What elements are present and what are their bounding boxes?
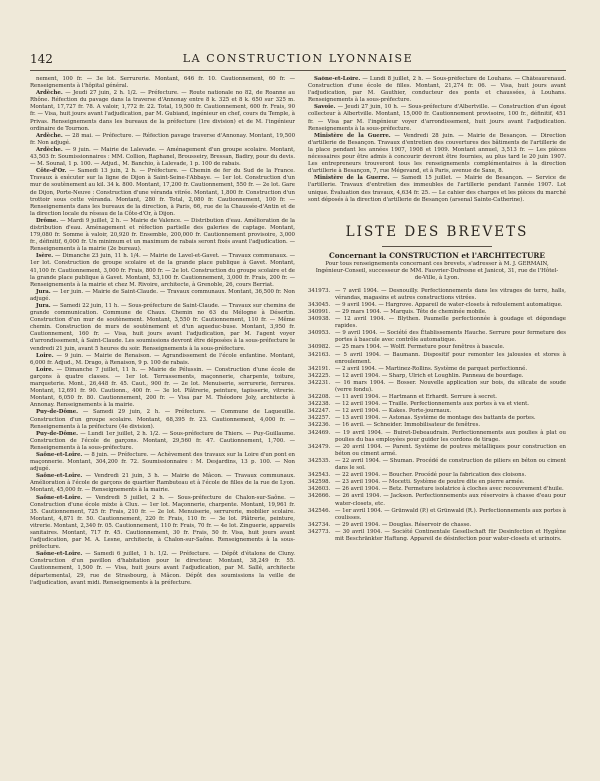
brevet-entry xyxy=(308,380,566,394)
brevet-text: — 19 avril 1904. — Buiret-Debeaudrain. Perfectionnements aux poulies à plat ou poulies du bas employées pour guider les cordons de tirage. xyxy=(335,429,566,443)
brevet-number: 342247. xyxy=(308,408,331,415)
brevet-number: 340991. xyxy=(308,308,331,315)
brevets-title-rule xyxy=(382,246,492,247)
header-rule xyxy=(30,70,566,71)
notice-text: — Samedi 15 juillet. — Mairie de Besançon. — Service de l'artillerie. Travaux d'entretien des immeubles de l'artillerie pendant l'année 1907. Lot unique. Évaluation des travaux, 4,634 fr. 25. — Le cahier des charges et les pièces du marché sont déposés à la direction d'artillerie de Besançon (arsenal Sainte-Catherine). xyxy=(308,175,566,203)
brevet-entry xyxy=(308,458,566,472)
brevet-entry xyxy=(308,493,566,507)
notice-place: Saône-et-Loire. xyxy=(36,451,83,458)
notice-place: Saône-et-Loire. xyxy=(36,551,83,558)
brevet-entry xyxy=(308,373,566,380)
notice-paragraph xyxy=(30,452,295,473)
brevets-note: Pour tous renseignements concernant ces brevets, s'adresser à M. J. GERMAIN, Ingénieur-Conseil, successeur de MM. Fauvrier-Dufresne et Janicot, 31, rue de l'Hôtel-de-Ville, à Lyon. xyxy=(315,260,559,281)
brevet-entry xyxy=(308,316,566,330)
notice-paragraph xyxy=(308,133,566,176)
notice-place: Saône-et-Loire. xyxy=(314,76,361,82)
page-number: 142 xyxy=(30,52,53,66)
brevet-entry xyxy=(308,288,566,302)
brevet-text: — 23 avril 1904. — Mocetti. Système de poutre dite en pierre armée. xyxy=(335,479,525,486)
brevet-number: 342231. xyxy=(308,379,331,386)
notice-text: — Jeudi 27 juin, 2 h. 1/2. — Préfecture. — Route nationale no 82, de Roanne au Rhône. Réfection du pavage dans la traverse d'Annonay entre 8 k. 325 et 8 k. 650 sur 325 m. Montant, 17,727 fr. 78. A valoir, 1,772 fr. 22. Total, 19,500 fr. Cautionnement, 600 fr. Frais, 90 fr. — Visa, huit jours avant l'adjudication, par M. Gubiand, ingénieur en chef, cours du Temple, à Privas. Renseignements dans les bureaux de la préfecture (1re division) et de M. l'ingénieur ordinaire de Tournon. xyxy=(30,90,295,132)
brevet-text: — 22 avril 1904. — Boucher. Procédé pour la fabrication des cloisons. xyxy=(335,472,527,479)
brevet-entry xyxy=(308,529,566,543)
notice-text: — Lundi 8 juillet, 2 h. — Sous-préfecture de Louhans. — Châteaurenaud. Construction d'une école de filles. Montant, 21,274 fr. 06. — Visa, huit jours avant l'adjudication, par M. Gauthier, conducteur des ponts et chaussées, à Louhans. Renseignements à la sous-préfecture. xyxy=(308,76,566,104)
notice-text: — Vendredi 28 juin. — Mairie de Besançon. — Direction d'artillerie de Besançon. Travaux d'entretien des couvertures des bâtiments de l'artillerie de la place pendant les années 1907, 1908 et 1909. Montant annuel, 3,513 fr. — Les pièces nécessaires pour être admis à concourir devront être fournies, au plus tard le 20 juin 1907. Les entrepreneurs trouveront tous les renseignements complémentaires à la direction d'artillerie à Besançon, 7, rue Mégevand, et à Paris, avenue de Saxe, 8. xyxy=(308,132,566,175)
brevet-number: 340938. xyxy=(308,316,331,323)
notice-text: — 9 juin. — Mairie de Lalevade. — Aménagement d'un groupe scolaire. Montant, 43,503 fr. Soumissionnaires : MM. Collion, Raphanel, Brousseiry, Bressan, Badiry, pour du devis. — M. Sounal, 1 p. 100. — Adjud., M. Banchio, à Lalevade, 1 p. 100 de rabais. xyxy=(30,146,295,168)
notice-text: — Mardi 9 juillet, 2 h. — Mairie de Valence. — Distribution d'eau. Amélioration de la distribution d'eau. Aménagement et réfection partielle des galeries de captage. Montant, 179,080 fr. Somme à valoir, 20,920 fr. Ensemble, 200,000 fr. Cautionnement provisoire, 3,000 fr., définitif, 6,000 fr. Un minimum et un maximum de rabais seront fixés avant l'adjudication. — Renseignements à la mairie (2e bureau). xyxy=(30,217,295,253)
brevet-entry xyxy=(308,352,566,366)
brevet-number: 342603. xyxy=(308,486,331,493)
left-column xyxy=(30,76,295,766)
brevet-number: 342191. xyxy=(308,365,331,372)
notice-paragraph xyxy=(30,303,295,353)
notice-paragraph xyxy=(30,76,295,90)
brevet-entry xyxy=(308,302,566,309)
brevet-number: 342163. xyxy=(308,351,331,358)
brevet-number: 342546. xyxy=(308,507,331,514)
notice-paragraph xyxy=(30,133,295,147)
brevet-text: — 16 mars 1904. — Bosser. Nouvelle application sur bois, du silicate de soude (verre fondu). xyxy=(335,379,566,393)
notice-place: Saône-et-Loire. xyxy=(36,494,83,501)
brevet-text: — 9 avril 1904. — Société des Établissements Hauche. Serrure pour fermeture des portes à bascule avec contrôle automatique. xyxy=(335,330,566,344)
notice-place: Loire. xyxy=(36,366,54,373)
brevet-text: — 11 avril 1904. — Hartmann et Erhardt. Serrure à secret. xyxy=(335,394,497,401)
brevet-number: 342236. xyxy=(308,422,331,429)
adjudication-notices xyxy=(308,76,566,204)
brevets-subtitle: Concernant la CONSTRUCTION et l'ARCHITECTURE xyxy=(329,250,545,260)
notice-paragraph xyxy=(308,104,566,132)
brevet-text: — 12 avril 1904. — Traille. Perfectionnements aux portes à va et vient. xyxy=(335,401,529,408)
brevet-text: — 12 avril 1904. — Sharp, Ulrich et Loughlin. Panneau de bourdage. xyxy=(335,372,524,379)
notice-place: Ardèche. xyxy=(36,146,63,153)
brevet-entry xyxy=(308,444,566,458)
notice-place: Ministère de la Guerre. xyxy=(314,175,390,182)
notice-text: — Dimanche 7 juillet, 11 h. — Mairie de Pélussin. — Construction d'une école de garçons à quatre classes. — 1er lot. Terrassements, maçonnerie, charpente, toiture, marqueterie. Mont., 26,448 fr. 45. Caut., 900 fr. — 2e lot. Menuiserie, serrurerie, ferrures. Montant, 12,691 fr. 90. Cautionn., 400 fr. — 3e lot. Plâtrerie, peinture, tapisserie, vitrerie. Montant, 6,050 fr. 80. Cautionnement, 200 fr. — Visa par M. Théodore Joly, architecte à Annonay. Renseignements à la mairie. xyxy=(30,366,295,409)
brevet-number: 342479. xyxy=(308,443,331,450)
brevet-entry xyxy=(308,309,566,316)
brevet-text: — 20 avril 1904. — Parent. Système de poutres métalliques pour construction en béton ou ciment armé. xyxy=(335,443,566,457)
brevet-text: — 22 avril 1904. — Shuman. Procédé de construction de piliers en béton ou ciment dans le sol. xyxy=(335,457,566,472)
notice-paragraph xyxy=(30,367,295,410)
notice-text: — Samedi 13 juin, 2 h. — Préfecture. — Chemin de fer du Sud de la France. Travaux à exécuter sur la ligne de Dijon à Saint-Seine-l'Abbaye. — 1er lot. Construction d'un mur de soutènement au kil. 34 k. 800. Montant, 17,200 fr. Cautionnement, 550 fr. — 2e lot. Gare de Dijon, Porte-Neuve : Construction d'une véranda vitrée. Montant, 1,800 fr. Construction d'un trottoir sous cette véranda. Montant, 280 fr. Total, 2,080 fr. Cautionnement, 100 fr. — Renseignements dans les bureaux de la direction, à Paris, 66, rue de la Chaussée-d'Antin et de la direction locale du réseau de la Côte-d'Or, à Dijon. xyxy=(30,168,295,217)
brevet-number: 342535. xyxy=(308,457,331,464)
brevet-number: 342543. xyxy=(308,472,331,479)
brevet-entry xyxy=(308,422,566,429)
notice-text: — Samedi 22 juin, 11 h. — Sous-préfecture de Saint-Claude. — Travaux sur chemins de grande communication. Commune de Chaux. Chemin no 63 du Mélogne à Désertin. Construction d'un mur de soutènement. Montant, 3,550 fr. Cautionnement, 110 fr. — Même chemin. Construction de murs de soutènement et d'un aqueduc-buse. Montant, 3,950 fr. Cautionnement, 160 fr. — Visa, huit jours avant l'adjudication, par M. l'agent voyer d'arrondissement, à Saint-Claude. Les soumissions devront être déposées à la sous-préfecture le vendredi 21 juin, avant 5 heures du soir. Renseignements à la sous-préfecture. xyxy=(30,303,295,352)
brevet-text: — 29 mars 1904. — Marquis. Tête de cheminée mobile. xyxy=(335,308,487,315)
brevet-entry xyxy=(308,508,566,522)
brevet-text: — 1er avril 1904. — Grünwald (P.) et Grünwald (R.). Perfectionnements aux portes à coulisses. xyxy=(335,507,566,521)
notice-text: — Vendredi 5 juillet, 2 h. — Sous-préfecture de Chalon-sur-Saône. — Construction d'une école mixte à Clux. — 1er lot. Maçonnerie, charpente. Montant, 19,961 fr. 35. Cautionnement, 725 fr. Frais, 210 fr. — 2e lot. Menuiserie, serrurerie, mobilier scolaire. Montant, 4,871 fr. 50. Cautionnement, 220 fr. Frais, 110 fr. — 3e lot. Plâtrerie, peinture, vitrerie. Montant, 2,340 fr. 05. Cautionnement, 110 fr. Frais, 70 fr. — 4e lot. Zinguerie, appareils sanitaires. Montant, 717 fr. 45. Cautionnement, 30 fr. Frais, 50 fr. Visa, huit jours avant l'adjudication, par M. A. Lesne, architecte, à Chalon-sur-Saône. Renseignements à la sous-préfecture. xyxy=(30,494,295,551)
running-header xyxy=(30,52,566,68)
notice-text: — Samedi 29 juin, 2 h. — Préfecture. — Commune de Laqueuille. Construction d'un groupe scolaire. Montant, 68,395 fr. 23. Cautionnement, 4,000 fr. — Renseignements à la préfecture (4e division). xyxy=(30,409,295,430)
notice-paragraph xyxy=(30,409,295,430)
brevets-list xyxy=(308,288,566,543)
notice-paragraph xyxy=(308,175,566,203)
brevet-text: — 26 avril 1904. — Betz. Fermeture isolatrice à cloches avec recouvrement d'huile. xyxy=(335,486,564,493)
notice-place: Savoie. xyxy=(314,104,336,111)
notice-paragraph xyxy=(30,473,295,494)
brevet-text: — 9 avril 1904. — Hargrove. Appareil de water-closets à refoulement automatique. xyxy=(335,301,563,308)
brevets-title: LISTE DES BREVETS xyxy=(345,223,529,240)
brevet-text: — 26 avril 1904. — Jackson. Perfectionnements aux réservoirs à chasse d'eau pour water-closets, etc. xyxy=(335,493,566,507)
brevet-text: — 5 avril 1904. — Baumann. Dispositif pour remonter les jalousies et stores à enroulement. xyxy=(335,351,566,365)
brevet-number: 341973. xyxy=(308,287,331,294)
notice-place: Loire. xyxy=(36,352,54,359)
notice-place: Puy-de-Dôme. xyxy=(36,409,79,416)
brevet-number: 340982. xyxy=(308,344,331,351)
notice-text: — 8 juin. — Préfecture. — Achèvement des travaux sur la Loire d'un pont en maçonnerie. Montant, 304,200 fr. 72. Soumissionnaire : M. Desjardins, 13 p. 100. — Non adjugé. xyxy=(30,451,295,473)
notice-place: Puy-de-Dôme. xyxy=(36,430,79,437)
brevet-number: 340953. xyxy=(308,330,331,337)
notice-text: — Dimanche 23 juin, 11 h. 1/4. — Mairie de Lavel-et-Gavet. — Travaux communaux. — 1er lot. Construction de groupe scolaire et de la grande place publique à Gavet. Montant, 41,100 fr. Cautionnement, 3,000 fr. Frais, 800 fr. — 2e lot. Construction du groupe scolaire et de la grande place publique à Gavet. Montant, 53,100 fr. Cautionnement, 3,000 fr. Frais, 200 fr. — Renseignements à la mairie et chez M. Rivoire, architecte, à Grenoble, 26, cours Berriat. xyxy=(30,253,295,288)
brevet-number: 343045. xyxy=(308,301,331,308)
notice-text: — Lundi 1er juillet, 2 h. 1/2. — Sous-préfecture de Thiers. — Puy-Guillaume. Construction de l'école de garçons. Montant, 29,560 fr. 47. Cautionnement, 1,700. — Renseignements à la sous-préfecture. xyxy=(30,430,295,451)
notice-text: — Samedi 6 juillet, 1 h. 1/2. — Préfecture. — Dépôt d'étalons de Cluny. Construction d'un pavillon d'habitation pour le directeur. Montant, 38,249 fr. 55. Cautionnement, 1,500 fr. — Visa, huit jours avant l'adjudication, par M. Sallé, architecte départemental, 29, rue de Strasbourg, à Mâcon. Dépôt des soumissions la veille de l'adjudication, avant midi. Renseignements à la préfecture. xyxy=(30,551,295,586)
notice-place: Saône-et-Loire. xyxy=(36,473,83,480)
brevet-entry xyxy=(308,366,566,373)
notice-text: — Jeudi 27 juin, 10 h. — Sous-préfecture d'Albertville. — Construction d'un égout collecteur à Albertville. Montant, 15,000 fr. Cautionnement provisoire, 100 fr., définitif, 451 fr. — Visa par M. l'ingénieur voyer d'arrondissement, huit jours avant l'adjudication. Renseignements à la sous-préfecture. xyxy=(308,104,566,132)
notice-paragraph xyxy=(30,168,295,218)
notice-paragraph xyxy=(30,431,295,452)
brevet-entry xyxy=(308,430,566,444)
brevet-text: — 2 avril 1904. — Martinez-Rollins. Système de parquet perfectionné. xyxy=(335,365,528,372)
brevet-text: — 12 avril 1904. — Kakes. Porte-journaux. xyxy=(335,408,452,415)
brevet-number: 342238. xyxy=(308,401,331,408)
notice-text: — Vendredi 21 juin, 3 h. — Mairie de Mâcon. — Travaux communaux. Amélioration à l'école de garçons de quartier Rambuteau et à l'école de filles de la rue de Lyon. Montant, 45,000 fr. — Renseignements à la mairie. xyxy=(30,473,295,494)
notice-paragraph xyxy=(308,76,566,104)
brevet-entry xyxy=(308,344,566,351)
brevet-text: — 12 avril 1904. — Blythen. Paumelle perfectionnée à goudage et dégondage rapides. xyxy=(335,316,566,330)
brevet-text: — 29 avril 1904. — Douglas. Réservoir de chasse. xyxy=(335,521,472,528)
notice-place: Ardèche. xyxy=(36,132,63,139)
brevet-number: 342773. xyxy=(308,528,331,535)
notice-text: — 9 juin. — Mairie de Renaison. — Agrandissement de l'école enfantine. Montant, 6,000 fr. Adjud., M. Drago, à Renaison, 9 p. 100 de rabais. xyxy=(30,352,295,366)
notice-text: — 1er juin. — Mairie de Saint-Claude. — Travaux communaux. Montant, 36,500 fr. Non adjugé. xyxy=(30,288,295,302)
notice-paragraph xyxy=(30,551,295,586)
notice-place: Côte-d'Or. xyxy=(36,168,67,175)
notice-paragraph xyxy=(30,495,295,552)
notice-place: Ministère de la Guerre. xyxy=(314,132,391,139)
notice-paragraph xyxy=(30,289,295,303)
notice-place: Isère. xyxy=(36,253,54,260)
brevet-text: — 30 avril 1904. — Société Continentale Gesellschaft für Desinfection et Hygiène mit Beschränkter Haftung. Appareil de désinfection pour water-closets et urinoirs. xyxy=(335,528,566,542)
notice-paragraph xyxy=(30,253,295,288)
brevet-text: — 16 avril. — Schneider. Immobilisateur de fenêtres. xyxy=(335,422,481,429)
notice-place: Drôme. xyxy=(36,217,59,224)
brevet-number: 342598. xyxy=(308,479,331,486)
notice-text: — 28 mai. — Préfecture. — Réfection pavage traverse d'Annonay. Montant, 19,500 fr. Non adjugé. xyxy=(30,132,295,146)
brevet-number: 342208. xyxy=(308,394,331,401)
journal-title: LA CONSTRUCTION LYONNAISE xyxy=(182,52,414,65)
brevet-entry xyxy=(308,401,566,408)
brevet-text: — 13 avril 1904. — Astonas. Système de montage des battants de portes. xyxy=(335,415,536,422)
brevet-number: 342257. xyxy=(308,415,331,422)
notice-place: Jura. xyxy=(36,288,51,295)
notice-text: nement, 100 fr. — 3e lot. Serrurerie. Montant, 646 fr. 10. Cautionnement, 60 fr. — Renseignements à l'hôpital général. xyxy=(30,76,295,90)
notice-paragraph xyxy=(30,147,295,168)
brevet-number: 342225. xyxy=(308,372,331,379)
notice-place: Jura. xyxy=(36,303,51,309)
brevet-number: 342666. xyxy=(308,493,331,500)
notice-paragraph xyxy=(30,218,295,253)
brevet-entry xyxy=(308,330,566,344)
brevet-number: 342469. xyxy=(308,429,331,436)
notice-paragraph xyxy=(30,90,295,133)
notice-place: Ardèche. xyxy=(36,90,63,97)
brevet-text: — 7 avril 1904. — Desnouilly. Perfectionnements dans les vitrages de terre, halls, vérandas, magasins et autres constructions vitrées. xyxy=(335,287,566,301)
right-column xyxy=(308,76,566,766)
brevet-number: 342734. xyxy=(308,521,331,528)
brevet-text: — 25 mars 1904. — Wolff. Fermeture pour fenêtres à bascule. xyxy=(335,344,505,351)
notice-paragraph xyxy=(30,353,295,367)
brevet-entry xyxy=(308,522,566,529)
